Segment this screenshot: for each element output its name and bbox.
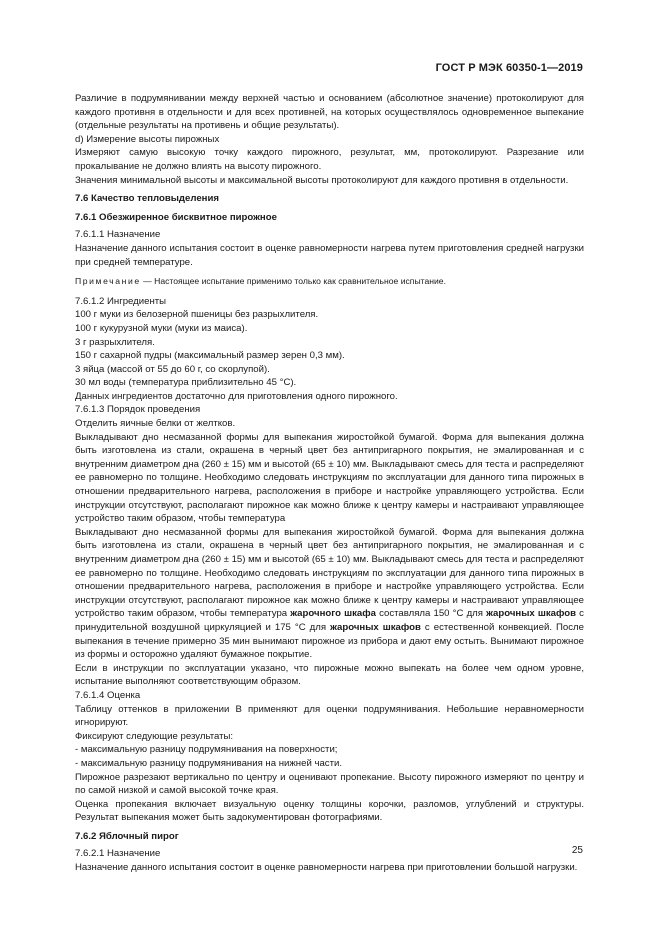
text-run: с естественной конвекцией. После выпекания в течение примерно 35 мин вынимают пирожное из прибора и дают ему остыть. Вынимают пирожное из формы и осторожно удаляют бумажное покрытие.: [75, 621, 584, 661]
paragraph: 7.6.1.4 Оценка: [75, 689, 141, 701]
note: [75, 275, 584, 289]
paragraph: 3 г разрыхлителя.: [75, 336, 155, 348]
paragraph: 3 яйца (массой от 55 до 60 г, со скорлупой).: [75, 363, 270, 375]
note-text: — Настоящее испытание применимо только как сравнительное испытание.: [140, 276, 446, 287]
paragraph: 7.6.2.1 Назначение: [75, 848, 161, 860]
paragraph: 7.6.1.2 Ингредиенты: [75, 295, 167, 307]
paragraph: Назначение данного испытания состоит в оценке равномерности нагрева путем приготовления средней нагрузки при средней температуре.: [75, 242, 584, 268]
list-item: - максимальную разницу подрумянивания на поверхности;: [75, 744, 338, 756]
paragraph: Фиксируют следующие результаты:: [75, 730, 234, 742]
paragraph: Данных ингредиентов достаточно для приготовления одного пирожного.: [75, 390, 398, 402]
bold-term: жарочного шкафа: [290, 608, 376, 620]
paragraph: d) Измерение высоты пирожных: [75, 133, 220, 145]
text-run: составляла 150 °С для: [375, 608, 487, 620]
section-heading: 7.6.1 Обезжиренное бисквитное пирожное: [75, 211, 277, 223]
list-item: - максимальную разницу подрумянивания на нижней части.: [75, 757, 343, 769]
paragraph: Различие в подрумянивании между верхней частью и основанием (абсолютное значение) протоколируют для каждого противня в отдельности и для всех противней, на которых осуществлялось одновременное выпекание (отдельные результаты на противень и общие результаты).: [75, 93, 584, 132]
paragraph: 30 мл воды (температура приблизительно 45 °С).: [75, 377, 297, 389]
paragraph: Значения минимальной высоты и максимальной высоты протоколируют для каждого противня в отдельности.: [75, 174, 569, 186]
bold-term: жарочных шкафов: [330, 621, 421, 633]
document-body: [75, 92, 584, 875]
paragraph: Оценка пропекания включает визуальную оценку толщины корочки, разломов, углублений и структуры. Результат выпекания может быть задокументирован фотографиями.: [75, 798, 584, 824]
paragraph: Если в инструкции по эксплуатации указано, что пирожные можно выпекать на более чем одном уровне, испытание выполняют соответствующим образом.: [75, 662, 584, 688]
section-heading: 7.6 Качество тепловыделения: [75, 193, 219, 205]
paragraph: 100 г муки из белозерной пшеницы без разрыхлителя.: [75, 309, 319, 321]
section-heading: 7.6.2 Яблочный пирог: [75, 830, 179, 842]
note-label: Примечание: [75, 276, 141, 287]
page-number: 25: [571, 845, 583, 856]
bold-term: жарочных шкафов: [486, 608, 577, 620]
paragraph: Назначение данного испытания состоит в оценке равномерности нагрева при приготовлении большой нагрузки.: [75, 862, 578, 874]
paragraph: Измеряют самую высокую точку каждого пирожного, результат, мм, протоколируют. Разрезание или прокалывание не должно влиять на высоту пирожного.: [75, 147, 584, 172]
paragraph: Пирожное разрезают вертикально по центру и оценивают пропекание. Высоту пирожного измеряют по центру и по самой низкой и самой высокой точке края.: [75, 771, 584, 797]
paragraph: 7.6.1.1 Назначение: [75, 229, 161, 241]
paragraph: Таблицу оттенков в приложении В применяют для оценки подрумянивания. Небольшие неравномерности игнорируют.: [75, 703, 584, 729]
page-header: ГОСТ Р МЭК 60350-1—2019: [435, 62, 583, 74]
paragraph: 150 г сахарной пудры (максимальный размер зерен 0,3 мм).: [75, 350, 345, 362]
paragraph: Отделить яичные белки от желтков.: [75, 418, 236, 430]
paragraph: 7.6.1.3 Порядок проведения: [75, 404, 201, 416]
text-run: Выкладывают дно несмазанной формы для выпекания жиростойкой бумагой. Форма для выпекания должна быть изготовлена из стали, окрашена в черный цвет без антипригарного покрытия, не эмалированная и с внутренним диаметром дна (260 ± 15) мм и высотой (65 ± 10) мм. Выкладывают смесь для теста и распределяют ее равномерно по толщине. Необходимо следовать инструкциям по эксплуатации для данного типа пирожных в отношении предварительного нагрева, расположения в приборе и настройке управляющего устройства. Если инструкции отсутствуют, располагают пирожное как можно ближе к центру камеры и настраивают управляющее устройство таким образом, чтобы температура: [75, 526, 584, 620]
paragraph: Выкладывают дно несмазанной формы для выпекания жиростойкой бумагой. Форма для выпекания должна быть изготовлена из стали, окрашена в черный цвет без антипригарного покрытия, не эмалированная и с внутренним диаметром дна (260 ± 15) мм и высотой (65 ± 10) мм. Выкладывают смесь для теста и распределяют ее равномерно по толщине. Необходимо следовать инструкциям по эксплуатации для данного типа пирожных в отношении предварительного нагрева, расположения в приборе и настройке управляющего устройства. Если инструкции отсутствуют, располагают пирожное как можно ближе к центру камеры и настраивают управляющее устройство таким образом, чтобы температура: [75, 431, 584, 525]
paragraph: [75, 526, 584, 662]
paragraph: 100 г кукурузной муки (муки из маиса).: [75, 322, 248, 334]
text-run: с принудительной воздушной циркуляцией и 175 °С для: [75, 608, 584, 633]
